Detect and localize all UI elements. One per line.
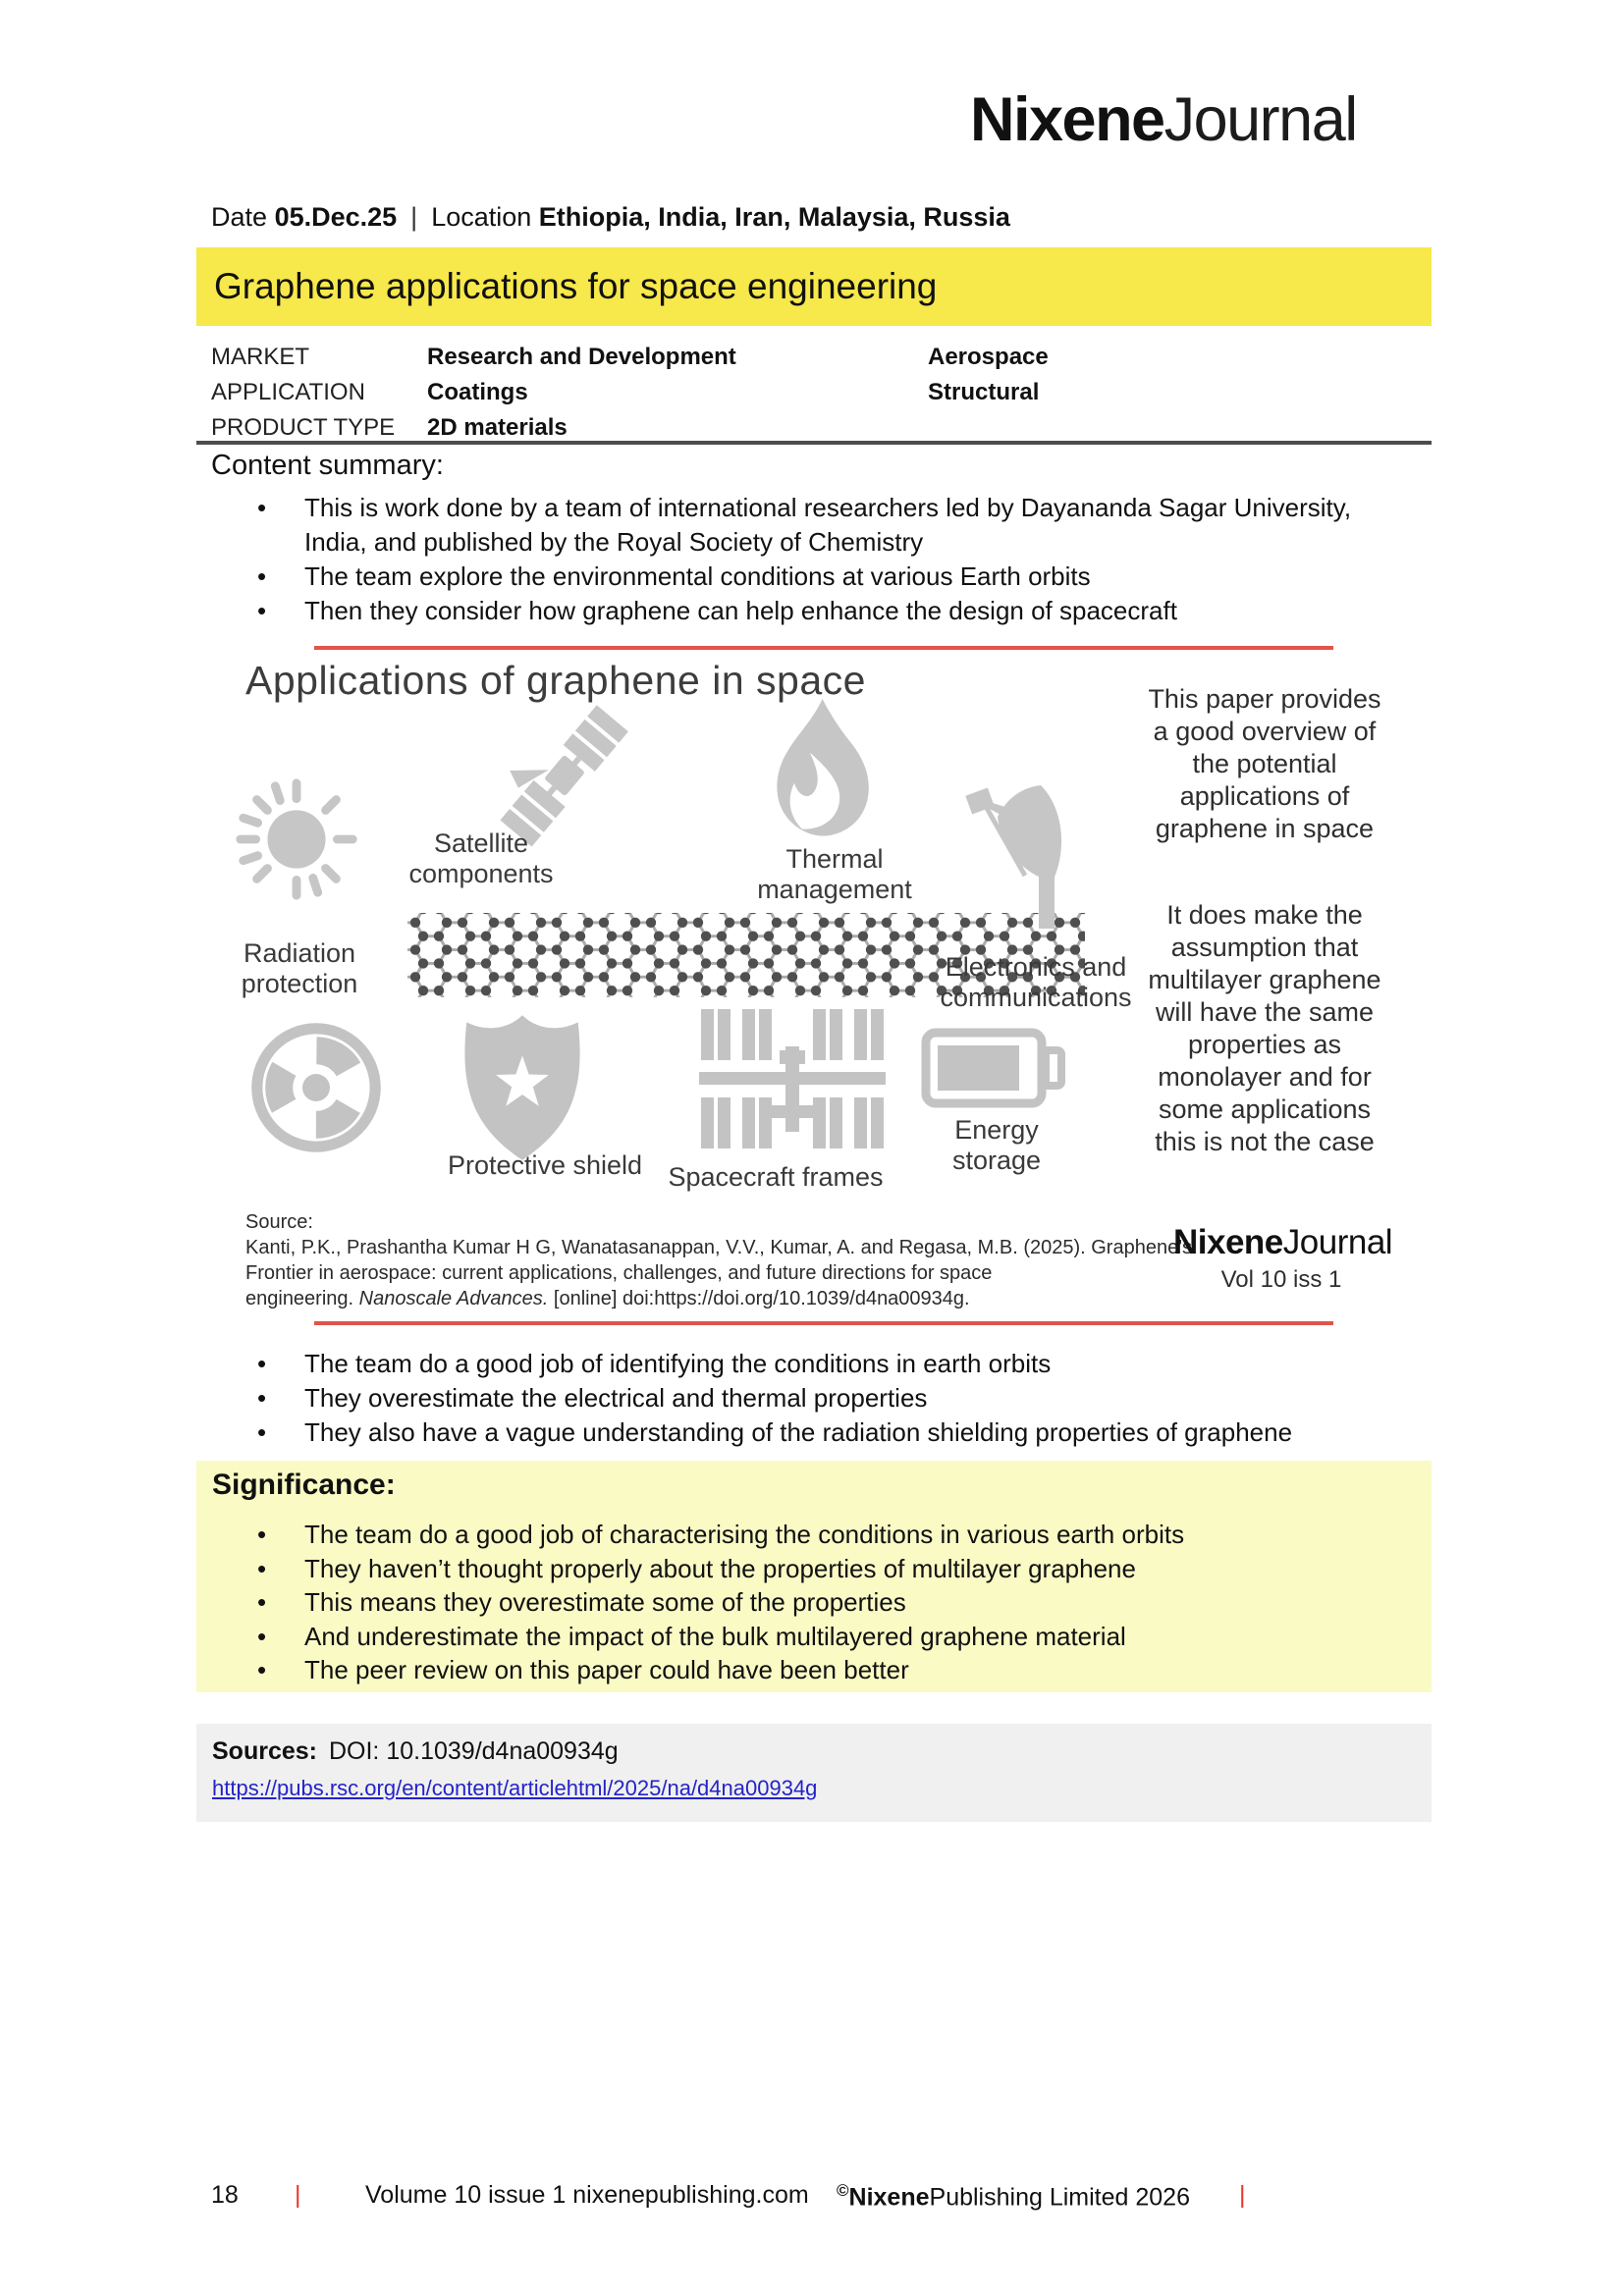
source-link[interactable]: https://pubs.rsc.org/en/content/articlehtml/2025/na/d4na00934g — [212, 1776, 818, 1800]
date-label: Date — [211, 202, 268, 232]
bullet-text: • They haven’t thought properly about the properties of multilayer graphene — [304, 1553, 1136, 1583]
bullet-text: • The peer review on this paper could have been better — [304, 1655, 909, 1684]
bullet-text: • This means they overestimate some of the properties — [304, 1587, 906, 1617]
protective-shield-label: Protective shield — [447, 1150, 643, 1180]
radiation-protection-label: Radiation protection — [241, 938, 358, 998]
application-value-1: Coatings — [427, 379, 528, 405]
market-value-1: Research and Development — [427, 344, 736, 370]
energy-storage-label: Energy storage — [951, 1115, 1042, 1175]
date-value: 05.Dec.25 — [274, 202, 398, 232]
copyright-bold: Nixene — [848, 2183, 930, 2212]
market-label: MARKET — [211, 344, 310, 370]
logo-bold: Nixene — [970, 85, 1164, 154]
source-line-3-pre: engineering. — [245, 1288, 359, 1309]
source-line-1: Kanti, P.K., Prashantha Kumar H G, Wanatasanappan, V.V., Kumar, A. and Regasa, M.B. (2025). Graphene's — [245, 1237, 1193, 1258]
sources-box — [196, 1724, 1432, 1822]
article-title-bar — [196, 247, 1432, 326]
sun-icon — [229, 772, 364, 912]
figure-top-rule — [314, 646, 1333, 650]
review-list — [257, 1347, 1367, 1450]
source-line-3 — [245, 1286, 1192, 1311]
doi-text: DOI: 10.1039/d4na00934g — [328, 1737, 619, 1765]
significance-heading: Significance: — [212, 1468, 396, 1501]
table-bottom-rule — [196, 441, 1432, 445]
bullet-text: • The team explore the environmental conditions at various Earth orbits — [304, 561, 1091, 591]
footer-separator: | — [1239, 2181, 1246, 2209]
mini-logo-light: Journal — [1282, 1223, 1393, 1261]
bullet-text: • Then they consider how graphene can help enhance the design of spacecraft — [304, 596, 1177, 625]
footer-separator: | — [295, 2181, 301, 2209]
list-item — [257, 1347, 1367, 1381]
radioactive-icon — [247, 1019, 385, 1161]
figure-bottom-rule — [314, 1321, 1333, 1325]
bullet-text: • And underestimate the impact of the bulk multilayered graphene material — [304, 1621, 1126, 1651]
source-journal-name: Nanoscale Advances. — [358, 1288, 549, 1309]
content-summary-heading: Content summary: — [211, 450, 444, 481]
electronics-communications-label: Electronics and communications — [940, 952, 1132, 1012]
bullet-text: • The team do a good job of characterising the conditions in various earth orbits — [304, 1520, 1185, 1549]
bullet-text: • They also have a vague understanding of the radiation shielding properties of graphene — [304, 1417, 1293, 1447]
figure-source-citation — [245, 1209, 1192, 1311]
date-separator: | — [410, 202, 418, 232]
shield-icon — [450, 1011, 595, 1169]
bullet-text: • They overestimate the electrical and thermal properties — [304, 1383, 928, 1413]
product-type-value-1: 2D materials — [427, 414, 568, 441]
figure-journal-mark — [1173, 1223, 1393, 1294]
satellite-components-label: Satellite components — [408, 828, 554, 888]
logo-light: Journal — [1163, 85, 1357, 154]
list-item — [257, 594, 1367, 628]
spacecraft-frames-label: Spacecraft frames — [668, 1162, 884, 1192]
list-item — [257, 1381, 1367, 1415]
page-footer — [0, 2181, 1623, 2220]
application-value-2: Structural — [928, 379, 1040, 405]
location-value: Ethiopia, India, Iran, Malaysia, Russia — [538, 202, 1010, 232]
date-location-line — [211, 202, 1010, 233]
content-summary-list — [257, 491, 1367, 628]
meta-table — [211, 340, 1429, 446]
source-line-2: Frontier in aerospace: current applications, challenges, and future directions for space — [245, 1262, 993, 1284]
flame-icon — [756, 695, 884, 849]
table-row — [211, 340, 1429, 375]
table-row — [211, 375, 1429, 410]
list-item — [257, 1552, 1412, 1586]
source-line-3-post: [online] doi:https://doi.org/10.1039/d4na00934g. — [548, 1288, 970, 1309]
list-item — [257, 1415, 1367, 1450]
figure-side-note-2: It does make the assumption that multilayer graphene will have the same properties as monolayer and for some applications this is not the case — [1148, 900, 1381, 1156]
space-station-icon — [699, 1007, 886, 1159]
copyright-rest: Publishing Limited 2026 — [929, 2183, 1190, 2212]
bullet-text: • This is work done by a team of international researchers led by Dayananda Sagar University, India, and published by the Royal Society of Chemistry — [304, 493, 1352, 557]
figure-side-note-1: This paper provides a good overview of the potential applications of graphene in space — [1148, 684, 1381, 843]
source-label: Source: — [245, 1211, 313, 1233]
list-item — [257, 1518, 1412, 1552]
list-item — [257, 491, 1367, 560]
application-label: APPLICATION — [211, 379, 365, 405]
footer-copyright — [837, 2181, 1190, 2212]
mini-logo-bold: Nixene — [1173, 1223, 1283, 1261]
journal-logo — [970, 84, 1357, 155]
copyright-symbol: © — [837, 2181, 849, 2200]
list-item — [257, 1653, 1412, 1687]
page-number: 18 — [211, 2181, 239, 2209]
thermal-management-label: Thermal management — [757, 844, 912, 904]
sources-line — [212, 1737, 1432, 1766]
significance-list — [257, 1518, 1412, 1687]
sources-label: Sources: — [212, 1737, 317, 1765]
battery-icon — [921, 1027, 1068, 1114]
figure-title: Applications of graphene in space — [245, 658, 866, 703]
location-label: Location — [431, 202, 532, 232]
market-value-2: Aerospace — [928, 344, 1049, 370]
infographic-figure — [0, 636, 1623, 1335]
bullet-text: • The team do a good job of identifying the conditions in earth orbits — [304, 1349, 1052, 1378]
volume-issue-text: Vol 10 iss 1 — [1220, 1266, 1342, 1293]
mini-logo — [1173, 1223, 1393, 1262]
footer-volume-text: Volume 10 issue 1 nixenepublishing.com — [365, 2181, 809, 2209]
satellite-dish-icon — [954, 766, 1092, 937]
list-item — [257, 1585, 1412, 1620]
article-title: Graphene applications for space engineering — [214, 266, 938, 306]
product-type-label: PRODUCT TYPE — [211, 414, 396, 441]
significance-box — [196, 1461, 1432, 1692]
list-item — [257, 1620, 1412, 1654]
list-item — [257, 560, 1367, 594]
